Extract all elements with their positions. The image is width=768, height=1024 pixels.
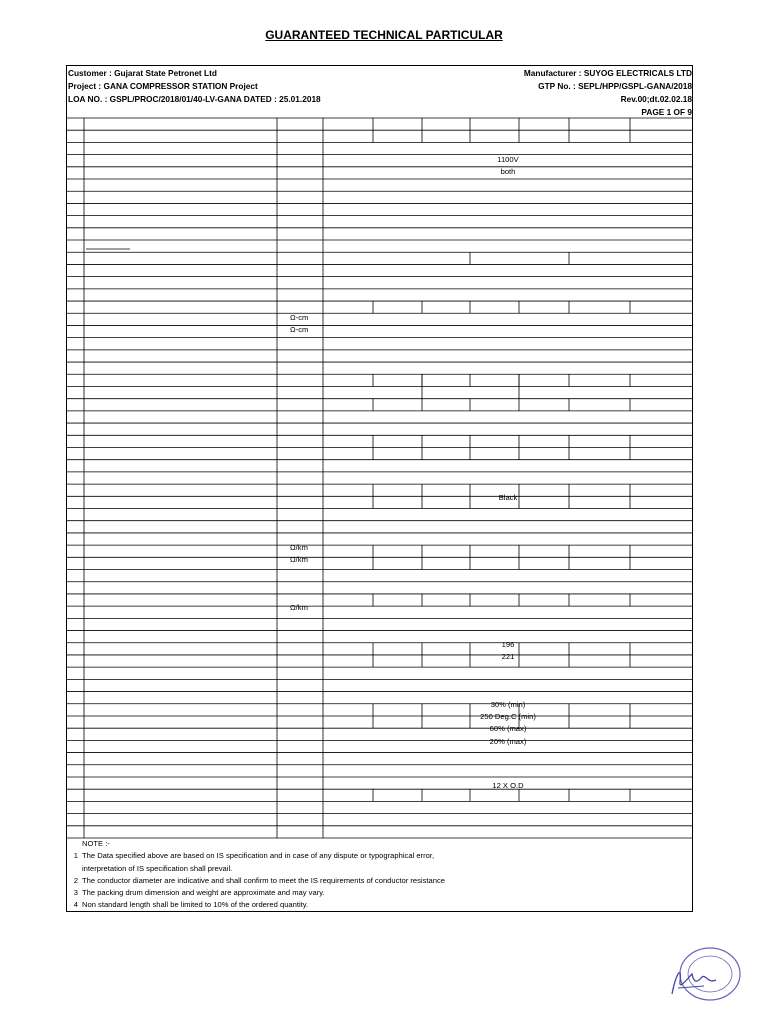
both-value: both xyxy=(500,167,516,176)
max-value: 20% (max) xyxy=(489,737,527,746)
temperature-value: 250 Deg.C (min) xyxy=(480,712,536,721)
bending-radius-value: 12 X O.D xyxy=(492,781,524,790)
note-item: 2 The conductor diameter are indicative and shall confirm to meet the IS requirements of conductor resistance xyxy=(73,875,445,885)
elongation-value: 30% (min) xyxy=(490,700,526,709)
unit-ohm-km: Ω/km xyxy=(290,603,308,612)
unit-ohm-cm: Ω-cm xyxy=(290,325,309,334)
document-title: GUARANTEED TECHNICAL PARTICULAR xyxy=(265,28,503,42)
revision: Rev.00;dt.02.02.18 xyxy=(620,94,692,104)
color-value: Black xyxy=(498,493,518,502)
gtp-number: GTP No. : SEPL/HPP/GSPL-GANA/2018 xyxy=(538,81,692,91)
manufacturer-line: Manufacturer : SUYOG ELECTRICALS LTD xyxy=(523,68,692,78)
project-line: Project : GANA COMPRESSOR STATION Project xyxy=(68,81,258,91)
note-item: 1 The Data specified above are based on IS specification and in case of any dispute or typographical error, xyxy=(73,851,435,861)
notes-section xyxy=(68,838,445,912)
loa-line: LOA NO. : GSPL/PROC/2018/01/40-LV-GANA DATED : 25.01.2018 xyxy=(68,94,321,104)
unit-ohm-km: Ω/km xyxy=(290,543,308,552)
unit-ohm-km: Ω/km xyxy=(290,555,308,564)
note-item: interpretation of IS specification shall prevail. xyxy=(82,863,233,873)
notes-heading: NOTE :- xyxy=(82,839,110,848)
voltage-value: 1100V xyxy=(497,155,519,164)
value-196: 196 xyxy=(501,640,515,649)
max-value: 60% (max) xyxy=(489,724,527,733)
note-item: 3 The packing drum dimension and weight are approximate and may vary. xyxy=(73,888,325,898)
page-number: PAGE 1 OF 9 xyxy=(641,107,692,117)
note-item: 4 Non standard length shall be limited to 10% of the ordered quantity. xyxy=(73,900,309,910)
value-221: 221 xyxy=(501,652,515,661)
unit-ohm-cm: Ω-cm xyxy=(290,313,309,322)
customer-line: Customer : Gujarat State Petronet Ltd xyxy=(68,68,217,78)
company-seal-signature xyxy=(658,944,744,1010)
